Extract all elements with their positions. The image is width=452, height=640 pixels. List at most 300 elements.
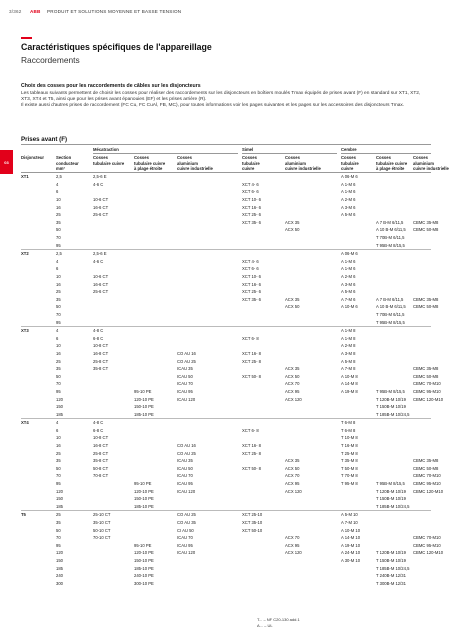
cell-col7: A 7 B-M 6/11,5 <box>376 219 404 225</box>
cell-section: 185 <box>56 411 63 417</box>
footnote-1: T... – NF C20-130 add.1 <box>257 617 300 622</box>
table-body <box>21 173 444 587</box>
cell-col3: CO AU 25 <box>177 450 196 456</box>
cell-col6: A 7-M 10 <box>341 520 358 526</box>
cell-col7: A 10 B-M 6/11,5 <box>376 304 406 310</box>
table-row <box>21 534 441 542</box>
table-row <box>21 181 431 189</box>
cell-col8: CBMC 35-M8 <box>413 366 439 372</box>
cell-col2: 185-10 PE <box>134 411 154 417</box>
cell-col2: 120-10 PE <box>134 396 154 402</box>
cell-col3: ICAU 120 <box>177 488 196 494</box>
cell-col5: ACX 95 <box>285 481 300 487</box>
cell-col1: 25-6 CT <box>93 212 109 218</box>
cell-col8: CBMC 50-M8 <box>413 373 439 379</box>
cell-col6: A 7-M 8 <box>341 366 356 372</box>
table-row <box>21 564 431 572</box>
cell-section: 25 <box>56 512 61 518</box>
cell-disjoncteur: XT1 <box>21 174 29 180</box>
cell-col4: XCT 16- 8 <box>242 350 262 356</box>
table-row <box>21 503 431 511</box>
col-head-2: Cosses tubulaire cuivre à plage étroite <box>134 155 166 172</box>
table-row <box>21 380 441 388</box>
page-header <box>9 9 181 14</box>
cell-section: 16 <box>56 443 61 449</box>
cell-col7: T 185B-M 10/24,5 <box>376 411 410 417</box>
cell-col6: T 6-M 8 <box>341 420 356 426</box>
cell-col4: XCT 6- 8 <box>242 335 259 341</box>
table-row <box>21 318 431 326</box>
cell-section: 6 <box>56 266 59 272</box>
cell-col8: CBMC 35-M8 <box>413 296 439 302</box>
table-row <box>21 487 444 495</box>
footnote-2: A... – UL <box>257 623 273 629</box>
table-row <box>21 365 439 373</box>
table-row <box>21 579 431 587</box>
group-cembre: Cembre <box>341 147 357 152</box>
cell-section: 185 <box>56 565 63 571</box>
cell-col6: A 24-M 10 <box>341 550 361 556</box>
cell-col4: XCT 35- 6 <box>242 219 262 225</box>
cell-col5: ACX 50 <box>285 304 300 310</box>
table-row <box>21 173 431 181</box>
cell-col6: A 5-M 6 <box>341 289 356 295</box>
cell-col7: T 70B-M 6/11,5 <box>376 311 405 317</box>
cell-col8: CBMC 120-M10 <box>413 488 444 494</box>
cell-col3: ICAU 70 <box>177 381 193 387</box>
col-head-8: Cosses aluminium cuivre industrielle <box>413 155 449 172</box>
table-row <box>21 303 439 311</box>
table-row <box>21 357 431 365</box>
cell-col3: CO AU 16 <box>177 350 196 356</box>
table-row <box>21 526 431 534</box>
cell-col2: 150-10 PE <box>134 404 154 410</box>
cell-col7: T 185B-M 10/24,5 <box>376 565 410 571</box>
cell-col1: 4-6 C <box>93 258 104 264</box>
cell-col1: 2,5-6 E <box>93 174 107 180</box>
cell-section: 150 <box>56 557 63 563</box>
cell-col7: T 95B-M 8/15,5 <box>376 388 405 394</box>
cell-col2: 120-10 PE <box>134 550 154 556</box>
cell-col3: ICAU 120 <box>177 550 196 556</box>
cell-col1: 35-10 CT <box>93 520 111 526</box>
cell-section: 150 <box>56 404 63 410</box>
cell-section: 10 <box>56 343 61 349</box>
col-head-3: Cosses aluminium cuivre industrielle <box>177 155 213 172</box>
cell-col1: 50-10 CT <box>93 527 111 533</box>
cell-section: 70 <box>56 381 61 387</box>
cell-col6: A 5-M 6 <box>341 212 356 218</box>
table-row <box>21 495 431 503</box>
cell-section: 4 <box>56 258 59 264</box>
cell-col6: A 06-M 6 <box>341 251 358 257</box>
cell-section: 120 <box>56 488 63 494</box>
cell-col4: XCT 50- 8 <box>242 465 262 471</box>
cell-disjoncteur: T5 <box>21 512 26 518</box>
table-row <box>21 342 431 350</box>
cell-col4: XCT 6- 6 <box>242 189 259 195</box>
cell-section: 2,5 <box>56 251 62 257</box>
table-row <box>21 196 431 204</box>
cell-col7: T 150B-M 10/19 <box>376 404 406 410</box>
cell-col3: ICAU 70 <box>177 535 193 541</box>
cell-col6: A 06-M 6 <box>341 174 358 180</box>
cell-section: 70 <box>56 311 61 317</box>
cell-col1: 35-8 CT <box>93 458 109 464</box>
cell-col6: A 10-M 6 <box>341 304 358 310</box>
cell-section: 25 <box>56 212 61 218</box>
table-row <box>21 403 431 411</box>
table-row <box>21 203 431 211</box>
cell-section: 16 <box>56 350 61 356</box>
table-row <box>21 249 431 258</box>
cell-col1: 70-8 CT <box>93 473 109 479</box>
cell-col2: 95-10 PE <box>134 481 152 487</box>
cell-col7: T 300B-M 12/31 <box>376 580 406 586</box>
cell-col5: ACX 120 <box>285 550 302 556</box>
table-row <box>21 442 431 450</box>
cell-col1: 10-8 CT <box>93 343 109 349</box>
cell-col4: XCT 4- 6 <box>242 258 259 264</box>
cell-col3: ICAU 95 <box>177 542 193 548</box>
cell-section: 25 <box>56 289 61 295</box>
cell-section: 35 <box>56 366 61 372</box>
page-title: Caractéristiques spécifiques de l'appareillage <box>21 42 212 52</box>
cell-col4: XCT 10- 6 <box>242 197 262 203</box>
cell-section: 10 <box>56 197 61 203</box>
cell-col4: XCT 50-10 <box>242 527 263 533</box>
cell-section: 150 <box>56 496 63 502</box>
cell-col6: A 2-M 6 <box>341 274 356 280</box>
cell-col2: 150-10 PE <box>134 496 154 502</box>
cell-disjoncteur: XT4 <box>21 420 29 426</box>
table-row <box>21 372 439 380</box>
cell-col2: 240-10 PE <box>134 573 154 579</box>
intro-paragraph <box>21 91 431 110</box>
cell-col7: T 70B-M 6/11,5 <box>376 235 405 241</box>
cell-col1: 50-8 CT <box>93 465 109 471</box>
cell-col6: T 10-M 8 <box>341 435 358 441</box>
cell-col5: ACX 70 <box>285 473 300 479</box>
section-heading: Choix des cosses pour les raccordements de câbles sur les disjoncteurs <box>21 83 201 89</box>
cell-col6: T 25-M 8 <box>341 450 358 456</box>
cell-col2: 300-10 PE <box>134 580 154 586</box>
table-row <box>21 188 431 196</box>
table-row <box>21 510 431 519</box>
table-row <box>21 449 431 457</box>
cell-col7: T 120B-M 10/19 <box>376 488 406 494</box>
cell-col8: CBMC 70-M10 <box>413 535 441 541</box>
table-row <box>21 265 431 273</box>
cell-col4: XCT 35- 6 <box>242 296 262 302</box>
cell-section: 70 <box>56 235 61 241</box>
title-accent-bar <box>21 37 32 39</box>
cell-col6: A 1-M 6 <box>341 189 356 195</box>
cell-col7: T 95B-M 8/15,5 <box>376 319 405 325</box>
cell-col6: A 10-M 10 <box>341 527 361 533</box>
cell-section: 95 <box>56 242 61 248</box>
cell-col8: CBMC 50-M8 <box>413 227 439 233</box>
cell-col6: T 70-M 8 <box>341 473 358 479</box>
cell-col1: 25-8 CT <box>93 450 109 456</box>
cell-col8: CBMC 120-M10 <box>413 396 444 402</box>
cell-col3: ICAU 35 <box>177 458 193 464</box>
cell-col5: ACX 70 <box>285 535 300 541</box>
group-simel: Simel <box>242 147 254 152</box>
cell-col3: CO AU 16 <box>177 443 196 449</box>
cell-section: 4 <box>56 181 59 187</box>
cell-col5: ACX 120 <box>285 396 302 402</box>
cell-col7: T 185B-M 10/24,5 <box>376 503 410 509</box>
table-row <box>21 410 431 418</box>
page-number: 3/362 <box>9 9 22 14</box>
cell-col6: A 5-M 8 <box>341 358 356 364</box>
table-row <box>21 211 431 219</box>
cell-col6: A 7-M 6 <box>341 296 356 302</box>
cell-col1: 10-6 CT <box>93 274 109 280</box>
cell-col8: CBMC 95-M10 <box>413 542 441 548</box>
cell-col6: A 3-M 6 <box>341 204 356 210</box>
table-row <box>21 326 431 335</box>
table-row <box>21 418 431 427</box>
cell-col4: XCT 25- 8 <box>242 450 262 456</box>
cell-col1: 6-8 C <box>93 427 104 433</box>
cell-col8: CBMC 35-M8 <box>413 219 439 225</box>
cell-col1: 16-8 CT <box>93 350 109 356</box>
col-head-4: Cosses tubulaire cuivre <box>242 155 260 172</box>
table-row <box>21 241 431 249</box>
cell-section: 6 <box>56 335 59 341</box>
cell-section: 50 <box>56 373 61 379</box>
cell-col8: CBMC 70-M10 <box>413 473 441 479</box>
cell-col6: A 19-M 10 <box>341 542 361 548</box>
cell-col5: ACX 35 <box>285 296 300 302</box>
cell-col1: 10-8 CT <box>93 435 109 441</box>
col-head-6: Cosses tubulaire cuivre <box>341 155 359 172</box>
col-head-7: Cosses tubulaire cuivre à plage étroite <box>376 155 408 172</box>
cell-col7: A 7 B-M 6/11,5 <box>376 296 404 302</box>
cell-col8: CBMC 50-M8 <box>413 465 439 471</box>
col-head-disjoncteur: Disjoncteur <box>21 155 45 160</box>
cell-col3: CI AU 50 <box>177 527 194 533</box>
cell-col4: XCT 16- 6 <box>242 281 262 287</box>
table-row <box>21 288 431 296</box>
cell-col1: 4-6 C <box>93 181 104 187</box>
table-row <box>21 549 444 557</box>
cell-col7: T 240B-M 12/31 <box>376 573 406 579</box>
cell-col8: CBMC 95-M10 <box>413 388 441 394</box>
col-head-1: Cosses tubulaire cuivre <box>93 155 125 166</box>
table-row <box>21 280 431 288</box>
cell-section: 10 <box>56 435 61 441</box>
cell-col4: XCT 25- 6 <box>242 289 262 295</box>
cell-col6: A 1-M 6 <box>341 266 356 272</box>
cell-col8: CBMC 50-M8 <box>413 304 439 310</box>
cell-col6: A 2-M 6 <box>341 197 356 203</box>
cell-section: 70 <box>56 535 61 541</box>
cell-col7: T 95B-M 8/15,5 <box>376 242 405 248</box>
cell-section: 25 <box>56 358 61 364</box>
cell-col1: 6-8 C <box>93 335 104 341</box>
cell-col7: T 95B-M 8/15,5 <box>376 481 405 487</box>
cell-col7: T 120B-M 10/19 <box>376 396 406 402</box>
cell-col6: A 14-M 10 <box>341 535 361 541</box>
cell-section: 35 <box>56 458 61 464</box>
cell-disjoncteur: XT2 <box>21 251 29 257</box>
cell-col2: 95-10 PE <box>134 388 152 394</box>
cell-col2: 150-10 PE <box>134 557 154 563</box>
cell-col6: A 1-M 6 <box>341 258 356 264</box>
cell-col6: A 1-M 6 <box>341 181 356 187</box>
cell-col5: ACX 95 <box>285 388 300 394</box>
table-row <box>21 388 441 396</box>
cell-col6: T 95-M 8 <box>341 481 358 487</box>
table-row <box>21 350 431 358</box>
table-row <box>21 219 439 227</box>
cell-col4: XCT 6- 8 <box>242 427 259 433</box>
page-subtitle: Raccordements <box>21 55 80 65</box>
cell-col1: 25-6 CT <box>93 289 109 295</box>
cell-section: 4 <box>56 328 59 334</box>
table-row <box>21 234 431 242</box>
cell-col5: ACX 95 <box>285 542 300 548</box>
cell-col3: ICAU 120 <box>177 396 196 402</box>
cell-disjoncteur: XT3 <box>21 328 29 334</box>
cell-col3: ICAU 50 <box>177 465 193 471</box>
cell-col5: ACX 50 <box>285 227 300 233</box>
cell-col2: 120-10 PE <box>134 488 154 494</box>
table-row <box>21 480 441 488</box>
cell-section: 300 <box>56 580 63 586</box>
cell-section: 95 <box>56 481 61 487</box>
cell-section: 35 <box>56 296 61 302</box>
table-row <box>21 427 431 435</box>
cell-section: 120 <box>56 550 63 556</box>
cell-section: 50 <box>56 465 61 471</box>
lugs-table <box>21 144 449 587</box>
cell-col1: 16-8 CT <box>93 443 109 449</box>
table-row <box>21 226 439 234</box>
cell-col2: 185-10 PE <box>134 503 154 509</box>
cell-col3: ICAU 50 <box>177 373 193 379</box>
cell-section: 50 <box>56 227 61 233</box>
col-head-section: Section conducteur mm² <box>56 155 79 172</box>
cell-col6: A 30-M 10 <box>341 557 361 563</box>
cell-section: 25 <box>56 450 61 456</box>
table-row <box>21 542 441 550</box>
paragraph-1: Les tableaux suivants permettent de choisir les cosses pour réaliser des raccordements sur les disjoncteurs en boîtiers moulés Tmax équipés de prises avant (F) en standard sur XT1, XT2, XT3, XT4 et T5, ainsi que pour les prises avant épanouies (EF) et les prises arrière (R). <box>21 91 421 103</box>
cell-col4: XCT 35-10 <box>242 520 263 526</box>
chapter-tab[interactable]: 03 <box>0 150 13 174</box>
cell-col3: CO AU 25 <box>177 512 196 518</box>
cell-col7: A 10 B-M 6/11,5 <box>376 227 406 233</box>
cell-col6: T 50-M 8 <box>341 465 358 471</box>
cell-col6: A 3-M 6 <box>341 281 356 287</box>
table-row <box>21 296 439 304</box>
cell-col3: ICAU 70 <box>177 473 193 479</box>
cell-col4: XCT 4- 6 <box>242 181 259 187</box>
abb-logo: ABB <box>29 9 41 14</box>
cell-col6: A 14-M 8 <box>341 381 358 387</box>
cell-col5: ACX 35 <box>285 219 300 225</box>
cell-col4: XCT 25- 6 <box>242 212 262 218</box>
cell-col6: T 6-M 8 <box>341 427 356 433</box>
cell-section: 95 <box>56 388 61 394</box>
cell-section: 70 <box>56 473 61 479</box>
cell-col8: CBMC 35-M8 <box>413 458 439 464</box>
cell-col4: XCT 16- 8 <box>242 443 262 449</box>
cell-col5: ACX 50 <box>285 373 300 379</box>
cell-col4: XCT 16- 6 <box>242 204 262 210</box>
cell-section: 95 <box>56 319 61 325</box>
table-row <box>21 258 431 266</box>
table-row <box>21 572 431 580</box>
cell-col5: ACX 70 <box>285 381 300 387</box>
cell-col1: 16-6 CT <box>93 204 109 210</box>
cell-col1: 16-6 CT <box>93 281 109 287</box>
cell-col4: XCT 50- 8 <box>242 373 262 379</box>
cell-col8: CBMC 70-M10 <box>413 381 441 387</box>
cell-col1: 10-6 CT <box>93 197 109 203</box>
cell-col3: ICAU 95 <box>177 481 193 487</box>
cell-col8: CBMC 95-M10 <box>413 481 441 487</box>
cell-col4: XCT 25- 8 <box>242 358 262 364</box>
cell-section: 16 <box>56 281 61 287</box>
cell-section: 35 <box>56 219 61 225</box>
cell-section: 50 <box>56 304 61 310</box>
cell-col3: CO AU 35 <box>177 520 196 526</box>
cell-col5: ACX 120 <box>285 488 302 494</box>
cell-col6: A 1-M 8 <box>341 335 356 341</box>
cell-col1: 25-10 CT <box>93 512 111 518</box>
cell-col2: 95-10 PE <box>134 542 152 548</box>
cell-section: 240 <box>56 573 63 579</box>
cell-section: 185 <box>56 503 63 509</box>
cell-col3: CO AU 25 <box>177 358 196 364</box>
cell-col6: T 16-M 8 <box>341 443 358 449</box>
table-title: Prises avant (F) <box>21 136 68 143</box>
cell-col6: T 35-M 8 <box>341 458 358 464</box>
cell-col7: T 150B-M 10/19 <box>376 496 406 502</box>
cell-section: 4 <box>56 420 59 426</box>
cell-col3: ICAU 35 <box>177 366 193 372</box>
cell-col4: XCT 6- 6 <box>242 266 259 272</box>
cell-col6: A 3-M 8 <box>341 350 356 356</box>
cell-col6: A 2-M 8 <box>341 343 356 349</box>
footnotes <box>257 617 300 629</box>
cell-col6: A 1-M 8 <box>341 328 356 334</box>
cell-col2: 185-10 PE <box>134 565 154 571</box>
table-row <box>21 311 431 319</box>
table-row <box>21 457 439 465</box>
table-row <box>21 434 431 442</box>
cell-section: 120 <box>56 396 63 402</box>
cell-col1: 4-8 C <box>93 328 104 334</box>
cell-section: 50 <box>56 527 61 533</box>
cell-col6: A 10-M 8 <box>341 373 358 379</box>
cell-col7: T 120B-M 10/19 <box>376 550 406 556</box>
cell-col5: ACX 50 <box>285 465 300 471</box>
table-row <box>21 465 439 473</box>
group-underline-simel <box>242 153 337 154</box>
cell-col1: 25-8 CT <box>93 358 109 364</box>
cell-section: 16 <box>56 204 61 210</box>
table-row <box>21 273 431 281</box>
group-underline-cembre <box>341 153 431 154</box>
cell-section: 6 <box>56 189 59 195</box>
table-row <box>21 395 444 403</box>
cell-col1: 2,5-6 E <box>93 251 107 257</box>
